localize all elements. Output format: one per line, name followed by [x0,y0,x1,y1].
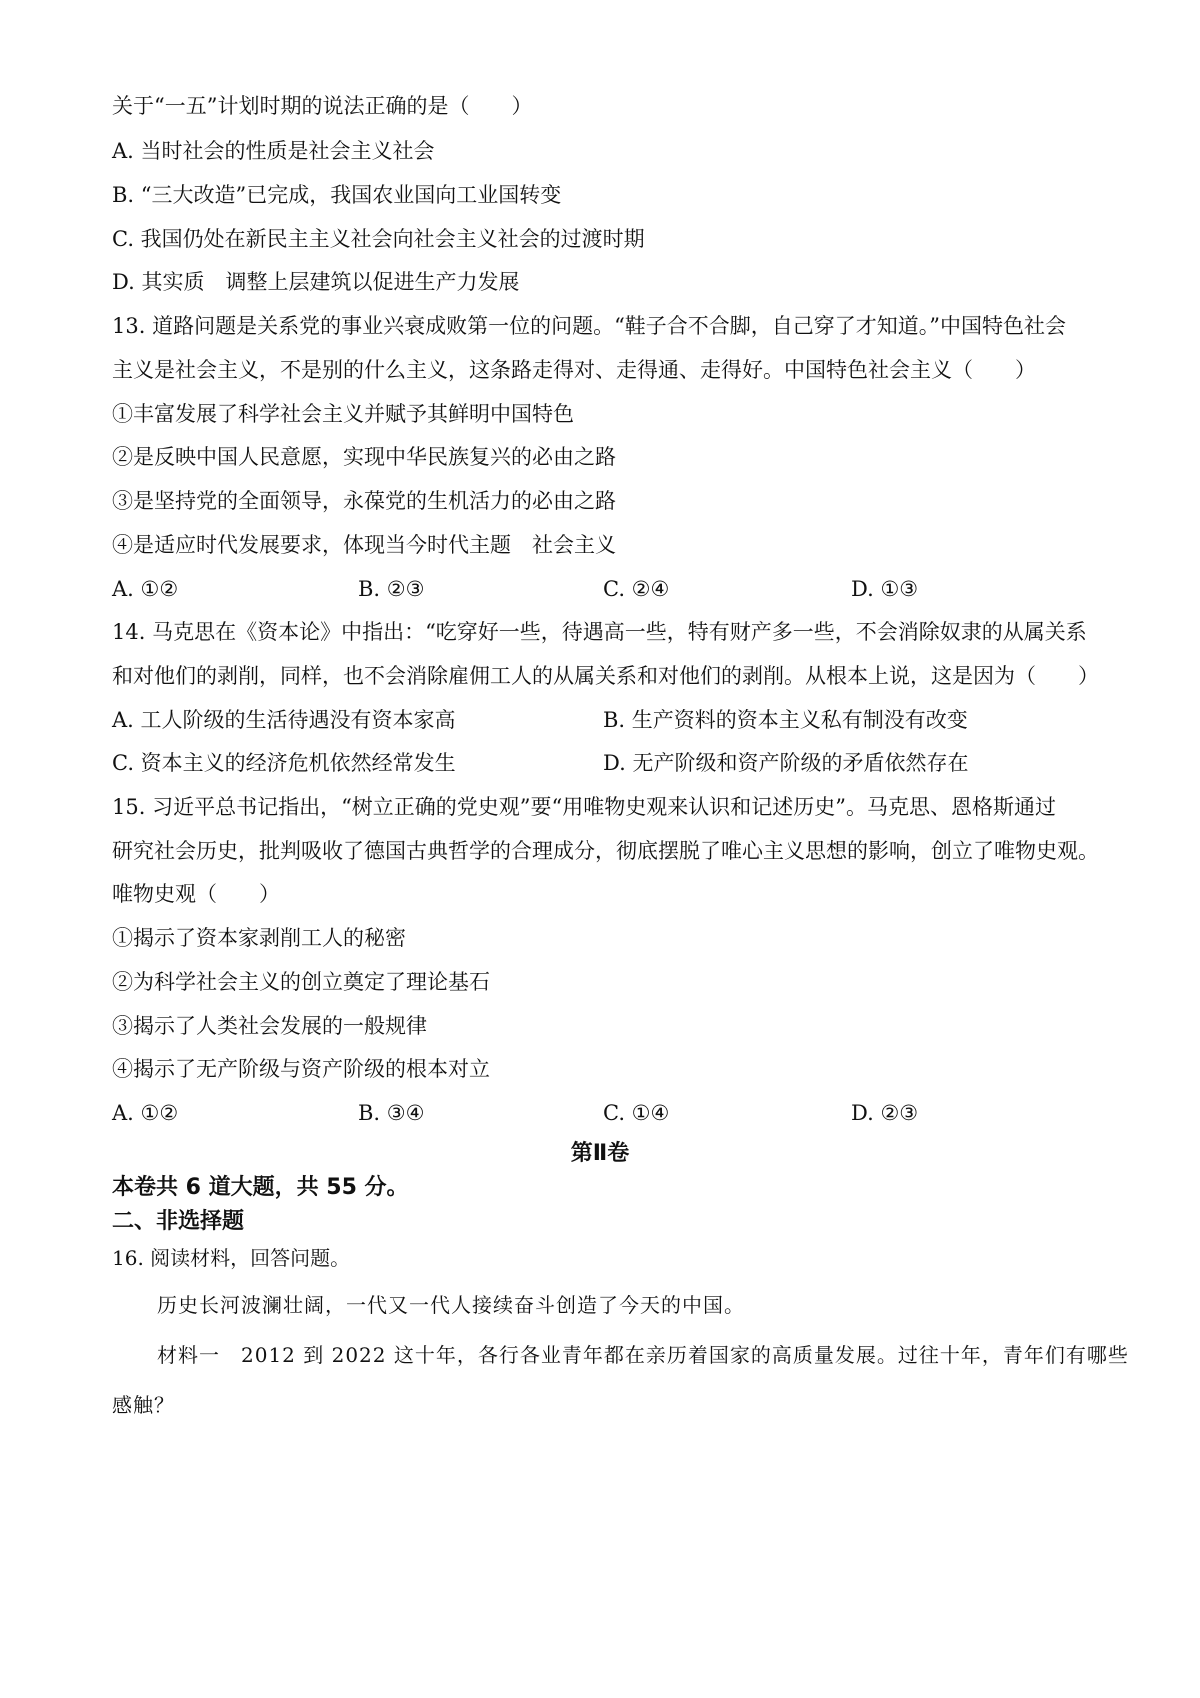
q14-option-c: C. 资本主义的经济危机依然经常发生 [112,751,456,775]
q12-stem: 关于“一五”计划时期的说法正确的是（ ） [112,94,533,118]
q12-option-b: B. “三大改造”已完成，我国农业国向工业国转变 [112,183,562,207]
q15-stem-line1: 15. 习近平总书记指出，“树立正确的党史观”要“用唯物史观来认识和记述历史”。马克思、恩格斯通过 [112,795,1057,819]
q14-option-b: B. 生产资料的资本主义私有制没有改变 [603,708,968,732]
q15-choice-b: B. ③④ [358,1101,425,1125]
q15-stem-line2: 研究社会历史，批判吸收了德国古典哲学的合理成分，彻底摆脱了唯心主义思想的影响，创立了唯物史观。 [112,839,1099,863]
q15-choice-a: A. ①② [112,1101,179,1125]
q13-statement-1: ①丰富发展了科学社会主义并赋予其鲜明中国特色 [112,402,574,426]
q15-statement-1: ①揭示了资本家剥削工人的秘密 [112,926,406,950]
q13-statement-2: ②是反映中国人民意愿，实现中华民族复兴的必由之路 [112,445,616,469]
q16-intro: 历史长河波澜壮阔，一代又一代人接续奋斗创造了今天的中国。 [157,1293,745,1317]
q13-stem-line1: 13. 道路问题是关系党的事业兴衰成败第一位的问题。“鞋子合不合脚，自己穿了才知道。”中国特色社会 [112,314,1067,338]
q12-option-d: D. 其实质 调整上层建筑以促进生产力发展 [112,270,520,294]
q16-stem: 16. 阅读材料，回答问题。 [112,1246,351,1270]
q16-material1-line2: 感触？ [112,1393,175,1417]
q13-choice-c: C. ②④ [603,577,670,601]
q13-choice-d: D. ①③ [851,577,919,601]
q12-option-c: C. 我国仍处在新民主主义社会向社会主义社会的过渡时期 [112,227,645,251]
q13-statement-4: ④是适应时代发展要求，体现当今时代主题 社会主义 [112,533,616,557]
q13-stem-line2: 主义是社会主义，不是别的什么主义，这条路走得对、走得通、走得好。中国特色社会主义（ ） [112,358,1036,382]
part2-title: 第Ⅱ卷 [570,1141,630,1166]
q14-option-d: D. 无产阶级和资产阶级的矛盾依然存在 [603,751,969,775]
q15-statement-3: ③揭示了人类社会发展的一般规律 [112,1014,427,1038]
q13-statement-3: ③是坚持党的全面领导，永葆党的生机活力的必由之路 [112,489,616,513]
q12-option-a: A. 当时社会的性质是社会主义社会 [112,139,435,163]
part2-summary: 本卷共 6 道大题，共 55 分。 [112,1175,409,1200]
q15-statement-2: ②为科学社会主义的创立奠定了理论基石 [112,970,490,994]
q14-stem-line1: 14. 马克思在《资本论》中指出：“吃穿好一些，待遇高一些，特有财产多一些，不会消除奴隶的从属关系 [112,620,1087,644]
q14-option-a: A. 工人阶级的生活待遇没有资本家高 [112,708,456,732]
q15-choice-d: D. ②③ [851,1101,919,1125]
q14-stem-line2: 和对他们的剥削，同样，也不会消除雇佣工人的从属关系和对他们的剥削。从根本上说，这是因为（ ） [112,664,1099,688]
q15-choice-c: C. ①④ [603,1101,670,1125]
section-heading: 二、非选择题 [112,1209,245,1234]
q16-material1-line1: 材料一 2012 到 2022 这十年，各行各业青年都在亲历着国家的高质量发展。过往十年，青年们有哪些 [157,1343,1129,1367]
q13-choice-a: A. ①② [112,577,179,601]
q13-choice-b: B. ②③ [358,577,425,601]
q15-stem-line3: 唯物史观（ ） [112,882,280,906]
q15-statement-4: ④揭示了无产阶级与资产阶级的根本对立 [112,1057,490,1081]
